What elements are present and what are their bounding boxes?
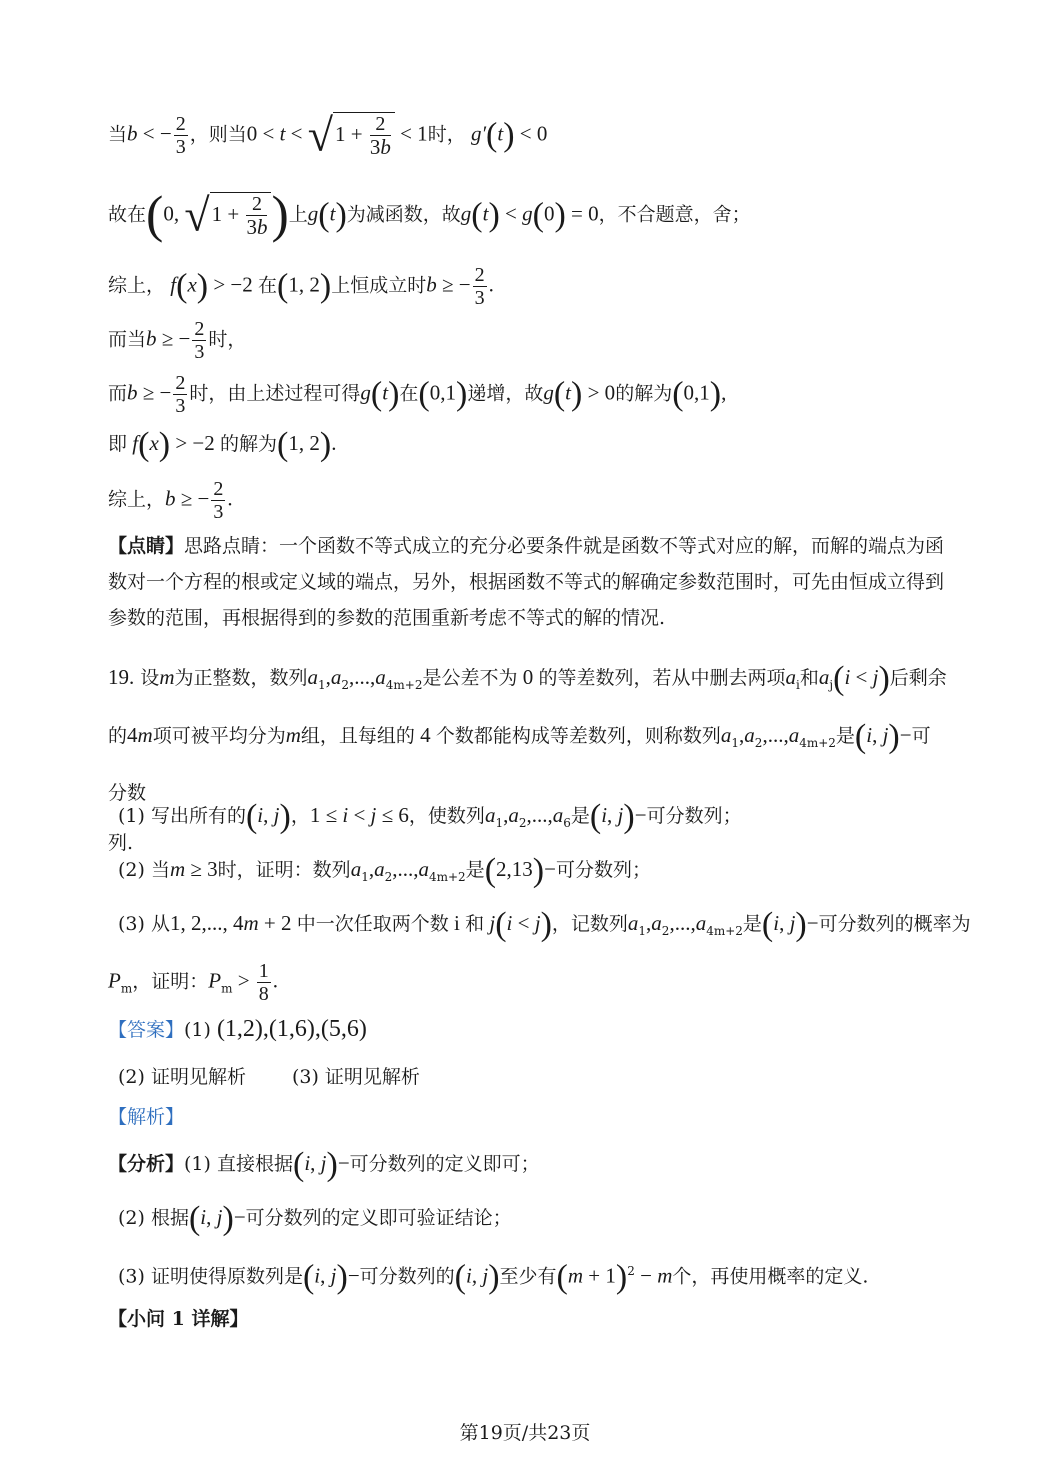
- text: 时，由上述过程可得: [189, 382, 361, 405]
- text: 即: [108, 433, 128, 455]
- text: 可分数列的定义即可验证结论；: [245, 1207, 512, 1229]
- text: 故在: [108, 203, 147, 226]
- solution-line-1: 当b < − $\frac{2}{3}$ ，则当0 < t < √1 + $\frac{2}{3b}$ < 1时， g′(t) < 0: [108, 109, 548, 161]
- jiexi-label: 【解析】: [108, 1106, 185, 1128]
- text: 当: [108, 123, 128, 146]
- fraction: $\frac{2}{3}$: [175, 113, 186, 158]
- text: (1) 写出所有的: [118, 805, 246, 827]
- text: ，证明：: [132, 970, 209, 993]
- text: 的等差数列，若从中删去两项: [538, 667, 786, 689]
- text: 可分数列的: [359, 1265, 455, 1288]
- text: 时，证明：数列: [217, 859, 351, 881]
- answer-part-1-label: (1): [184, 1019, 211, 1041]
- text: (3) 从: [118, 913, 170, 935]
- answer-part-2: (2) 证明见解析: [118, 1066, 246, 1088]
- sqrt-expression: √1 + $\frac{2}{3b}$: [184, 192, 271, 239]
- text: 为正整数，数列: [174, 667, 308, 689]
- text: 综上，: [108, 488, 166, 511]
- text: 综上，: [108, 274, 166, 297]
- solution-line-3: 综上， f(x) > −2 在(1, 2)上恒成立时b ≥ − $\frac{2}{3}$ .: [108, 264, 494, 309]
- text: 中一次任取两个数: [296, 913, 449, 935]
- solution-line-4: 而当b ≥ − $\frac{2}{3}$ 时，: [108, 318, 247, 363]
- text: 是: [835, 724, 855, 747]
- text: 为减函数，故: [346, 203, 461, 226]
- text: 时，: [208, 328, 247, 351]
- text: 和: [465, 913, 485, 935]
- dianjing-label: 【点睛】: [108, 535, 185, 557]
- question-part-1: (1) 写出所有的(i, j)，1 ≤ i < j ≤ 6，使数列$a_1,a_2,...,a_6$是(i, j)−可分数列；: [118, 798, 742, 835]
- text: 可分数列；: [555, 859, 651, 881]
- text: 是公差不为: [422, 667, 518, 689]
- math: 0 <: [246, 121, 280, 146]
- xiaowen-line: [108, 1306, 248, 1332]
- text: 而当: [108, 328, 147, 351]
- question-part-2: (2) 当m ≥ 3时，证明：数列$a_1,a_2,...,a_{4m+2}$是(2,13)−可分数列；: [118, 852, 651, 889]
- text: (2) 当: [118, 859, 170, 881]
- text: 个，再使用概率的定义.: [672, 1265, 869, 1288]
- text: 和: [799, 667, 819, 689]
- fenxi-line-1: 【分析】(1) 直接根据(i, j)−可分数列的定义即可；: [108, 1146, 540, 1183]
- text: 而: [108, 382, 128, 405]
- text: (3) 证明使得原数列是: [118, 1265, 303, 1288]
- answer-label: 【答案】: [108, 1019, 185, 1041]
- math: < −: [137, 121, 172, 146]
- text: 是: [742, 913, 762, 935]
- answer-part-3: (3) 证明见解析: [291, 1066, 420, 1088]
- text: 可分数列的概率为: [818, 913, 971, 935]
- dianjing-text: 思路点睛：一个函数不等式成立的充分必要条件就是函数不等式对应的解，而解的端点为函数对一个方程的根或定义域的端点，另外，根据函数不等式的解确定参数范围时，可先由恒成立得到参数的范围，再根据得到的参数的范围重新考虑不等式的解的情况.: [108, 535, 945, 629]
- question-number: 19.: [108, 665, 135, 689]
- text: ，使数列: [408, 805, 485, 827]
- math: t: [279, 121, 286, 146]
- solution-line-6: 即 f(x) > −2 的解为(1, 2).: [108, 426, 337, 463]
- answer-part-1-value: (1,2),(1,6),(5,6): [216, 1016, 367, 1042]
- fenxi-line-3: (3) 证明使得原数列是(i, j)−可分数列的(i, j)至少有$(m + 1)^2 - m$个，再使用概率的定义.: [118, 1258, 869, 1296]
- fenxi-label: 【分析】: [108, 1153, 185, 1175]
- text: ，则当: [189, 123, 247, 146]
- text: 是: [465, 859, 485, 881]
- text: 上: [288, 203, 308, 226]
- text: 后剩余: [889, 667, 947, 689]
- text: 设: [140, 667, 160, 689]
- math: <: [285, 121, 308, 146]
- jiexi-line: [108, 1104, 184, 1130]
- math: b: [127, 121, 138, 146]
- text: 时，: [427, 123, 466, 146]
- text: 项可被平均分为: [152, 724, 286, 747]
- text: 个数都能构成等差数列，则称数列: [435, 724, 721, 747]
- fenxi-line-2: (2) 根据(i, j)−可分数列的定义即可验证结论；: [118, 1200, 512, 1237]
- solution-line-7: 综上，b ≥ − $\frac{2}{3}$ .: [108, 478, 233, 523]
- text: 的: [108, 724, 128, 747]
- answer-line-2: [118, 1064, 420, 1090]
- text: 组，且每组的: [300, 724, 415, 747]
- question-part-3: (3) 从1, 2,..., 4m + 2 中一次任取两个数 i 和 j(i < j)，记数列$a_1,a_2,...,a_{4m+2}$是(i, j)−可分数列的概率为: [118, 906, 971, 943]
- math: < 1: [394, 121, 428, 146]
- text: ，: [290, 805, 310, 827]
- text: (2) 根据: [118, 1207, 189, 1229]
- text: 的解为: [615, 382, 673, 405]
- text: 的解为: [220, 433, 278, 455]
- sqrt-expression: √1 + $\frac{2}{3b}$: [308, 112, 395, 159]
- text: 是: [570, 805, 590, 827]
- text: (1) 直接根据: [184, 1153, 293, 1175]
- solution-line-2: 故在(0, √1 + $\frac{2}{3b}$ )上g(t)为减函数，故g(t) < g(0) = 0，不合题意，舍；: [108, 186, 751, 244]
- text: 至少有: [499, 1265, 557, 1288]
- answer-line-1: [108, 1016, 367, 1043]
- text: 可分数列的定义即可；: [349, 1153, 540, 1175]
- dianjing-paragraph: [108, 528, 948, 636]
- text: 列.: [108, 831, 134, 854]
- math: g′: [465, 121, 487, 146]
- text: ，记数列: [551, 913, 628, 935]
- text: 在: [399, 382, 419, 405]
- page-footer: 第19页/共23页: [459, 1422, 591, 1444]
- question-part-3-cont: $P_m$，证明：$P_m$ > $\frac{1}{8}$ .: [108, 960, 279, 1005]
- text: 可分数: [108, 724, 931, 804]
- solution-line-5: 而b ≥ − $\frac{2}{3}$ 时，由上述过程可得g(t)在(0,1)递增，故g(t) > 0的解为(0,1),: [108, 372, 727, 417]
- text: 可分数列；: [646, 805, 742, 827]
- text: 在: [258, 274, 278, 297]
- text: 递增，故: [467, 382, 544, 405]
- question-19: 19. 设m为正整数，数列$a_1,a_2,...,a_{4m+2}$是公差不为 0 的等差数列，若从中删去两项$a_i$和$a_j(i < j)$后剩余 的4m项可被平均分为m组，且每组的 4 个数都能构成等差数列，则称数列$a_1,a_2,...,a_{4m+2}$是(i, j)−可分数 列.: [108, 660, 947, 854]
- text: ，不合题意，舍；: [598, 203, 751, 226]
- xiaowen-label: 【小问 1 详解】: [108, 1308, 249, 1330]
- text: 上恒成立时: [331, 274, 427, 297]
